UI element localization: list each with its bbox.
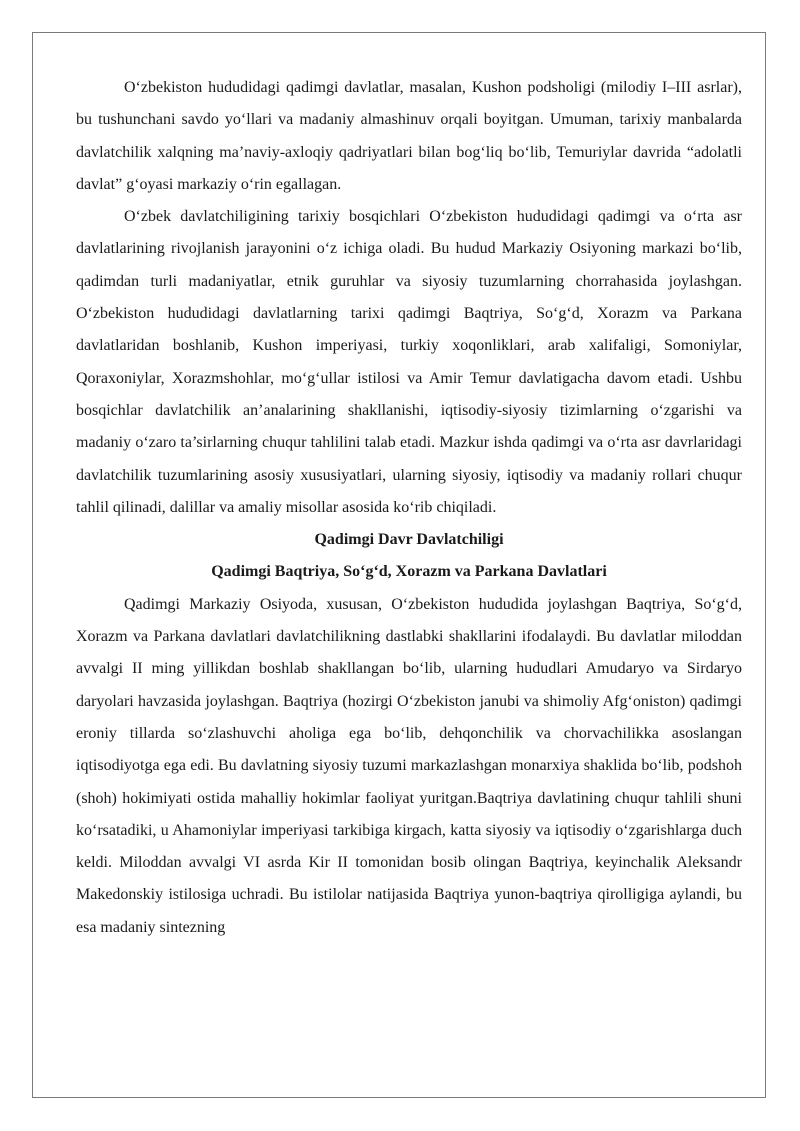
paragraph-3: Qadimgi Markaziy Osiyoda, xususan, O‘zbekiston hududida joylashgan Baqtriya, So‘g‘d, Xorazm va Parkana davlatlari davlatchilikning dastlabki shakllarini ifodalaydi. Bu davlatlar miloddan avvalgi II ming yillikdan boshlab shakllangan bo‘lib, ularning hududlari Amudaryo va Sirdaryo daryolari havzasida joylashgan. Baqtriya (hozirgi O‘zbekiston janubi va shimoliy Afg‘oniston) qadimgi eroniy tillarda so‘zlashuvchi aholiga ega bo‘lib, dehqonchilik va chorvachilikka asoslangan iqtisodiyotga ega edi. Bu davlatning siyosiy tuzumi markazlashgan monarxiya shaklida bo‘lib, podshoh (shoh) hokimiyati ostida mahalliy hokimlar faoliyat yuritgan.Baqtriya davlatining chuqur tahlili shuni ko‘rsatadiki, u Ahamoniylar imperiyasi tarkibiga kirgach, katta siyosiy va iqtisodiy o‘zgarishlarga duch keldi. Miloddan avvalgi VI asrda Kir II tomonidan bosib olingan Baqtriya, keyinchalik Aleksandr Makedonskiy istilosiga uchradi. Bu istilolar natijasida Baqtriya yunon-baqtriya qirolligiga aylandi, bu esa madaniy sintezning	[76, 595, 742, 936]
paragraph-2: O‘zbek davlatchiligining tarixiy bosqichlari O‘zbekiston hududidagi qadimgi va o‘rta asr davlatlarining rivojlanish jarayonini o‘z ichiga oladi. Bu hudud Markaziy Osiyoning markazi bo‘lib, qadimdan turli madaniyatlar, etnik guruhlar va siyosiy tuzumlarning chorrahasida joylashgan. O‘zbekiston hududidagi davlatlarning tarixi qadimgi Baqtriya, So‘g‘d, Xorazm va Parkana davlatlaridan boshlanib, Kushon imperiyasi, turkiy xoqonliklari, arab xalifaligi, Somoniylar, Qoraxoniylar, Xorazmshohlar, mo‘g‘ullar istilosi va Amir Temur davlatigacha davom etadi. Ushbu bosqichlar davlatchilik an’analarining shakllanishi, iqtisodiy-siyosiy tizimlarning o‘zgarishi va madaniy o‘zaro ta’sirlarning chuqur tahlilini talab etadi. Mazkur ishda qadimgi va o‘rta asr davrlaridagi davlatchilik tuzumlarining asosiy xususiyatlari, ularning siyosiy, iqtisodiy va madaniy rollari chuqur tahlil qilinadi, dalillar va amaliy misollar asosida ko‘rib chiqiladi.	[76, 208, 742, 516]
paragraph-1: O‘zbekiston hududidagi qadimgi davlatlar, masalan, Kushon podsholigi (milodiy I–III asrlar), bu tushunchani savdo yo‘llari va madaniy almashinuv orqali boyitgan. Umuman, tarixiy manbalarda davlatchilik xalqning ma’naviy-axloqiy qadriyatlari bilan bog‘liq bo‘lib, Temuriylar davrida “adolatli davlat” g‘oyasi markaziy o‘rin egallagan.	[76, 79, 742, 193]
subsection-heading: Qadimgi Baqtriya, So‘g‘d, Xorazm va Parkana Davlatlari	[211, 563, 607, 581]
section-heading: Qadimgi Davr Davlatchiligi	[314, 531, 504, 549]
document-body	[76, 72, 742, 944]
